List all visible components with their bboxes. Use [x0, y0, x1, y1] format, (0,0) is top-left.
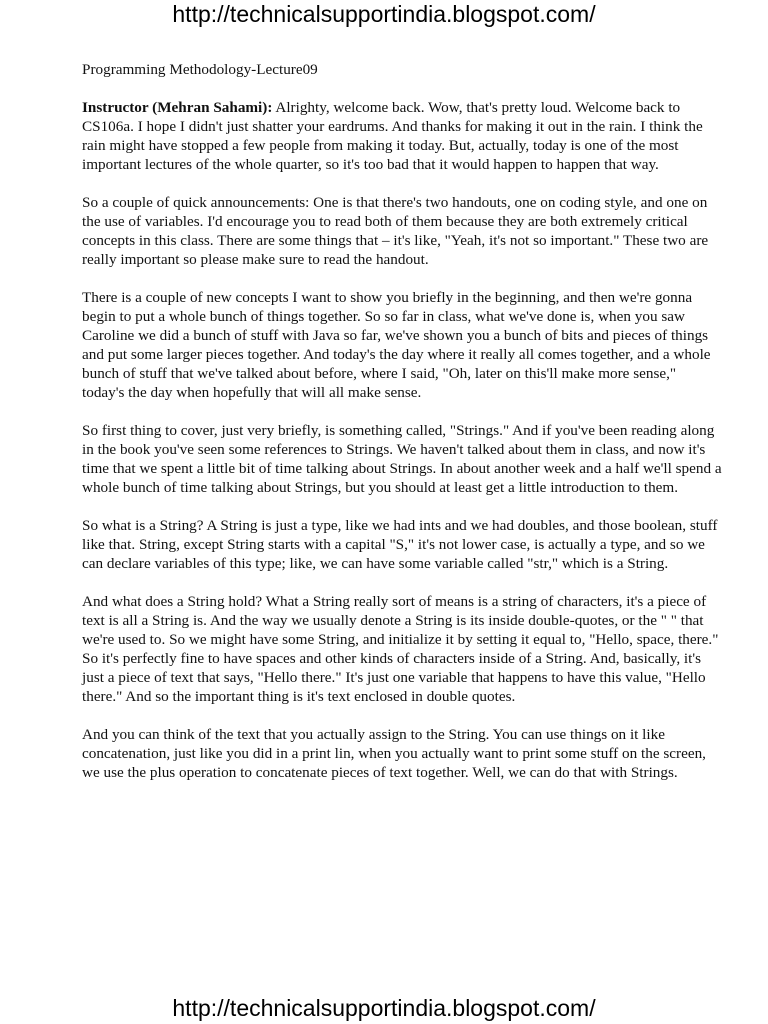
- document-title: Programming Methodology-Lecture09: [82, 61, 318, 78]
- watermark-url-top[interactable]: http://technicalsupportindia.blogspot.com/: [172, 1, 596, 27]
- paragraph-3: There is a couple of new concepts I want to show you briefly in the beginning, and then we're gonna begin to put a whole bunch of things together. So so far in class, what we've done is, when you saw Caroline we did a bunch of stuff with Java so far, we've shown you a bunch of bits and pieces of things and put some larger pieces together. And today's the day where it really all comes together, and a whole bunch of stuff that we've talked about before, where I said, "Oh, later on this'll make more sense," today's the day when hopefully that will all make sense.: [82, 289, 711, 401]
- paragraph-4: So first thing to cover, just very briefly, is something called, "Strings." And if you've been reading along in the book you've seen some references to Strings. We haven't talked about them in class, and now it's time that we spent a little bit of time talking about Strings. In about another week and a half we'll spend a whole bunch of time talking about Strings, but you should at least get a little introduction to them.: [82, 422, 722, 496]
- document-body: [82, 60, 722, 801]
- paragraph-1: [82, 98, 722, 174]
- watermark-url-bottom[interactable]: http://technicalsupportindia.blogspot.com/: [172, 995, 596, 1021]
- paragraph-7: And you can think of the text that you actually assign to the String. You can use things on it like concatenation, just like you did in a print lin, when you actually want to print some stuff on the screen, we use the plus operation to concatenate pieces of text together. Well, we can do that with Strings.: [82, 726, 706, 781]
- paragraph-6: And what does a String hold? What a String really sort of means is a string of characters, it's a piece of text is all a String is. And the way we usually denote a String is its inside double-quotes, or the " " that we're used to. So we might have some String, and initialize it by setting it equal to, "Hello, space, there." So it's perfectly fine to have spaces and other kinds of characters inside of a String. And, basically, it's just a piece of text that says, "Hello there." It's just one variable that happens to have this value, "Hello there." And so the important thing is it's text enclosed in double quotes.: [82, 593, 719, 705]
- paragraph-2: So a couple of quick announcements: One is that there's two handouts, one on coding style, and one on the use of variables. I'd encourage you to read both of them because they are both extremely critical concepts in this class. There are some things that – it's like, "Yeah, it's not so important." These two are really important so please make sure to read the handout.: [82, 194, 709, 268]
- speaker-label: Instructor (Mehran Sahami):: [82, 99, 273, 116]
- paragraph-5: So what is a String? A String is just a type, like we had ints and we had doubles, and those boolean, stuff like that. String, except String starts with a capital "S," it's not lower case, is actually a type, and so we can declare variables of this type; like, we can have some variable called "str," which is a String.: [82, 517, 718, 572]
- paragraph-1-text: Alrighty, welcome back. Wow, that's pretty loud. Welcome back to CS106a. I hope I didn't just shatter your eardrums. And thanks for making it out in the rain. I think the rain might have stopped a few people from making it today. But, actually, today is one of the most important lectures of the whole quarter, so it's too bad that it would happen to happen that way.: [82, 99, 703, 173]
